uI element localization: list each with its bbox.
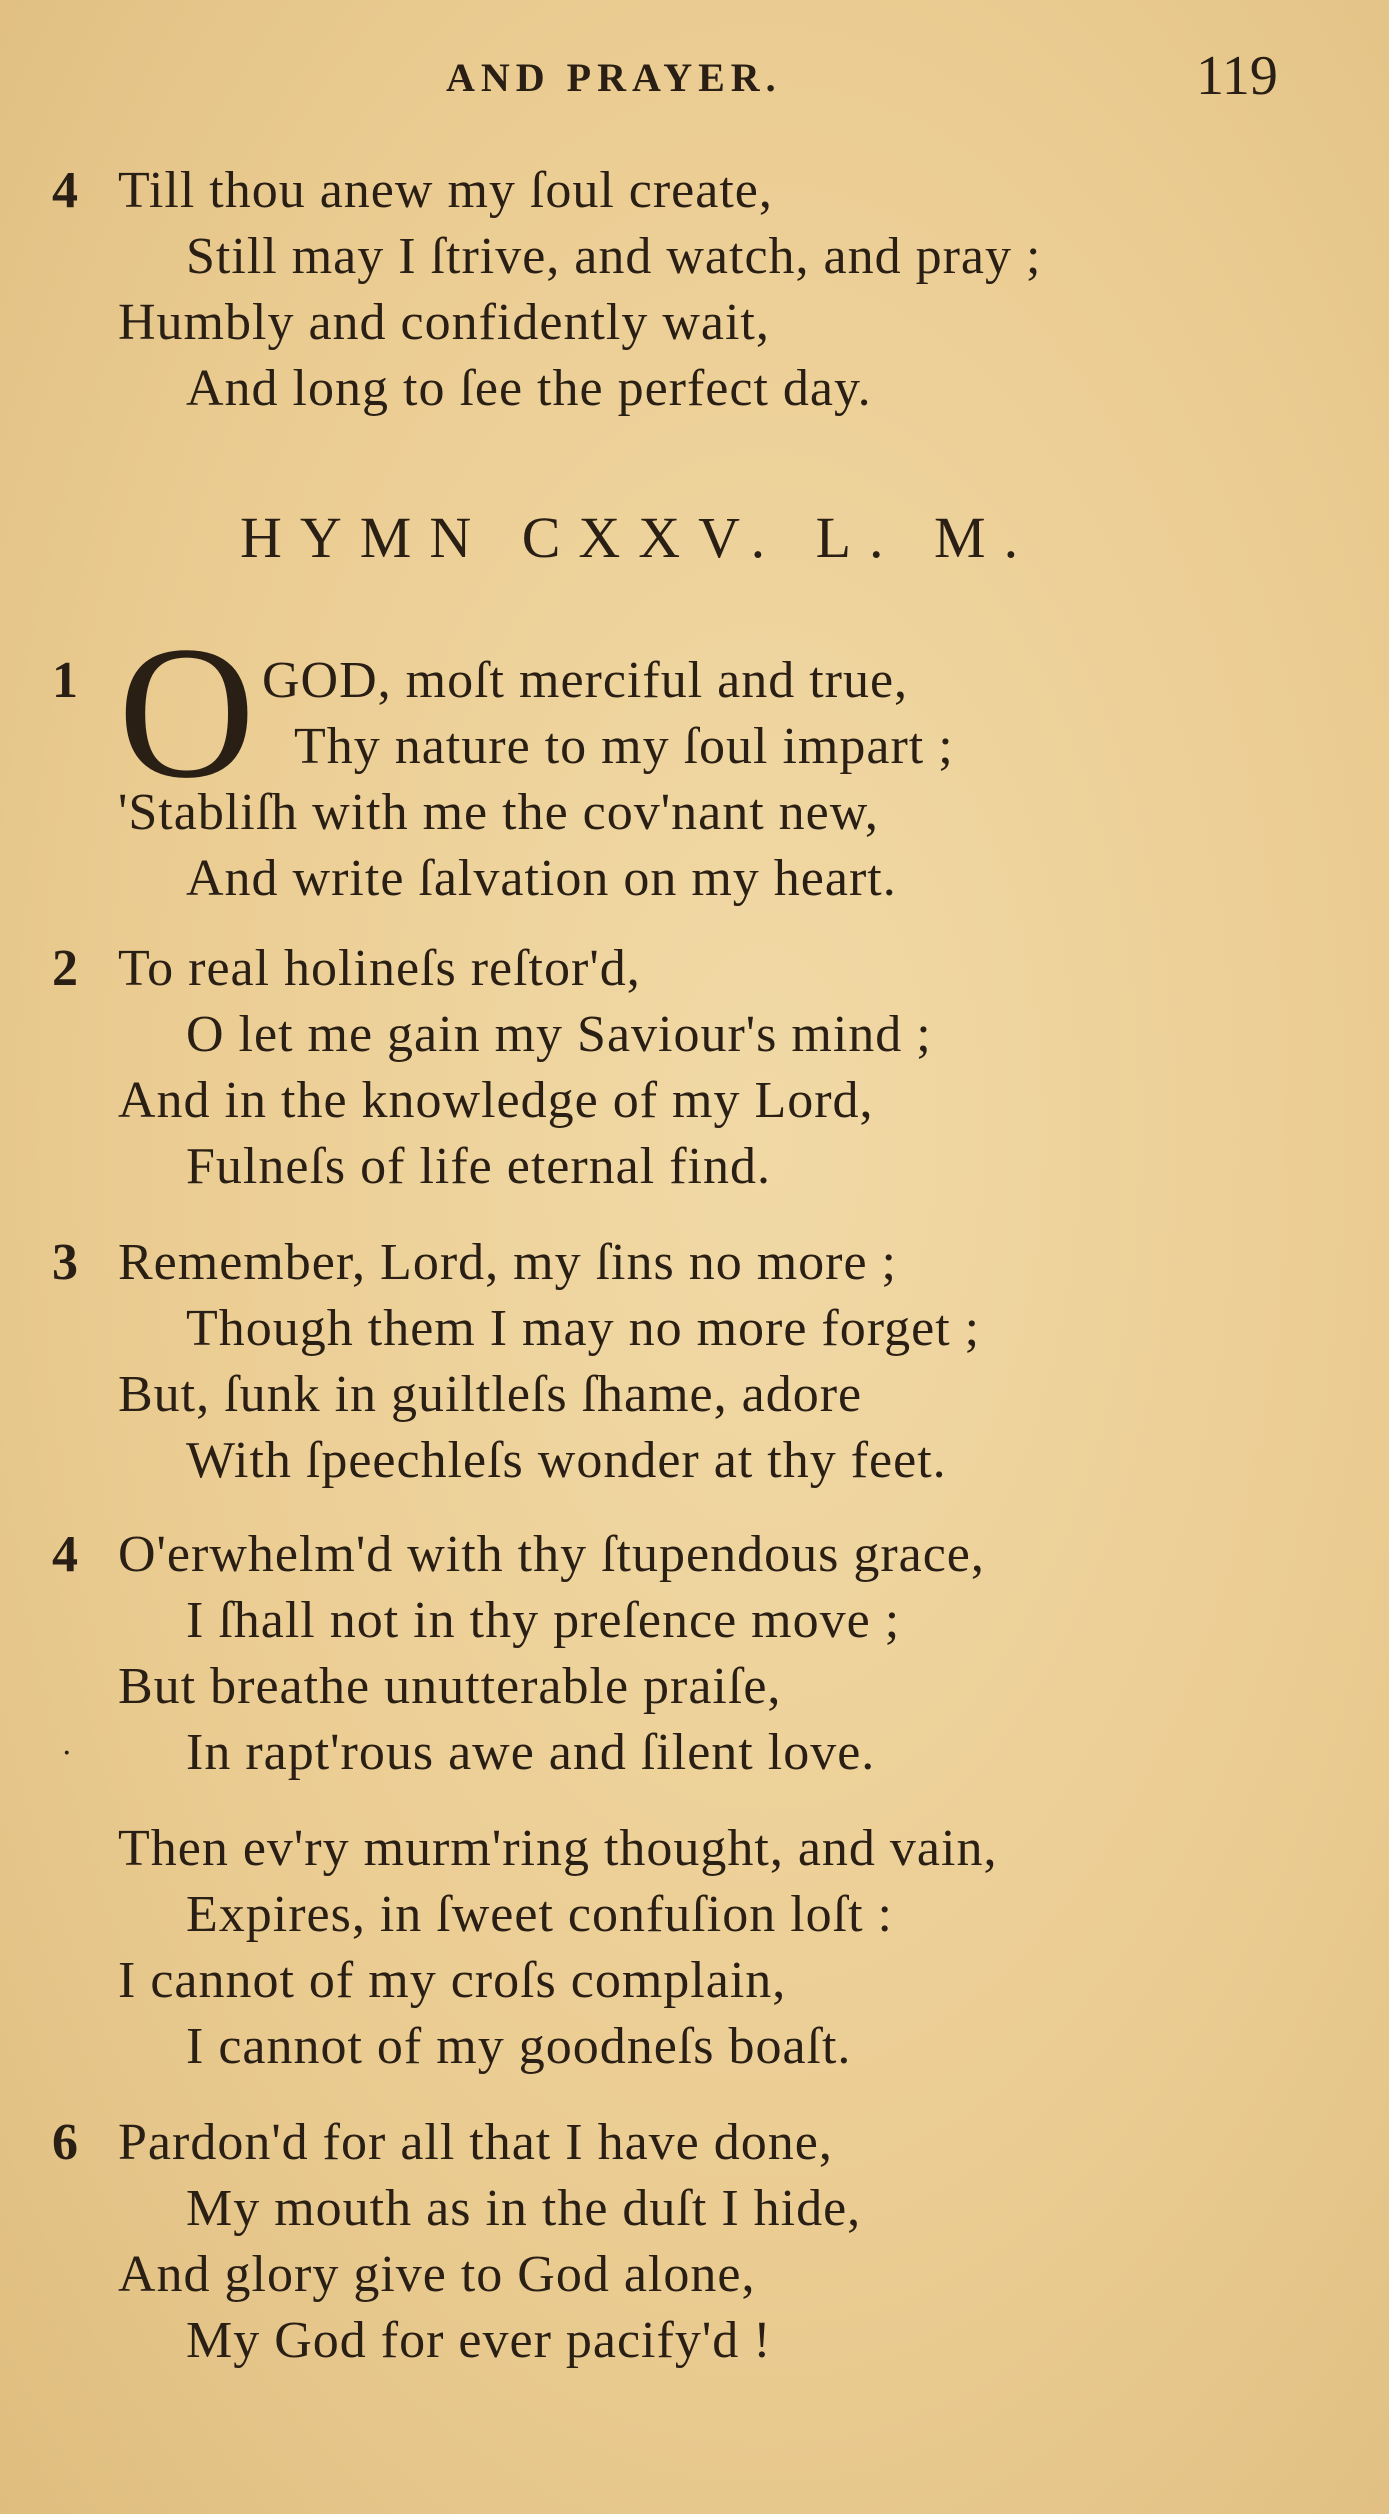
verse-line: Thy nature to my ſoul impart ; [294,718,954,775]
verse-line: I cannot of my goodneſs boaſt. [186,2018,852,2075]
verse-line: I ſhall not in thy preſence move ; [186,1592,901,1649]
verse-line: And in the knowledge of my Lord, [118,1072,874,1129]
verse-line: But breathe unutterable praiſe, [118,1658,782,1715]
verse-line: Till thou anew my ſoul create, [118,162,773,219]
running-title: AND PRAYER. [446,55,782,100]
verse-line: O let me gain my Saviour's mind ; [186,1006,932,1063]
stanza-number: 4 [52,162,78,219]
verse-line: Fulneſs of life eternal find. [186,1138,771,1195]
verse-line: In rapt'rous awe and ſilent love. [186,1724,876,1781]
verse-line: GOD, moſt merciful and true, [262,652,909,709]
page-number: 119 [1196,45,1278,107]
verse-line: My God for ever pacify'd ! [186,2312,772,2369]
verse-line: My mouth as in the duſt I hide, [186,2180,862,2237]
verse-line: But, ſunk in guiltleſs ſhame, adore [118,1366,863,1423]
verse-line: With ſpeechleſs wonder at thy feet. [186,1432,947,1489]
drop-cap: O [118,608,256,818]
verse-line: To real holineſs reſtor'd, [118,940,641,997]
verse-line: Then ev'ry murm'ring thought, and vain, [118,1820,998,1877]
verse-line: Remember, Lord, my ſins no more ; [118,1234,898,1291]
verse-line: Expires, in ſweet confuſion loſt : [186,1886,893,1943]
verse-line: 'Stabliſh with me the cov'nant new, [118,784,879,841]
verse-line: Humbly and confidently wait, [118,294,770,351]
verse-line: O'erwhelm'd with thy ſtupendous grace, [118,1526,985,1583]
stanza-number: 1 [52,652,78,709]
verse-line: Still may I ſtrive, and watch, and pray ; [186,228,1042,285]
verse-line: I cannot of my croſs complain, [118,1952,787,2009]
verse-line: And long to ſee the perfect day. [186,360,872,417]
verse-line: Pardon'd for all that I have done, [118,2114,833,2171]
stanza-number: 2 [52,940,78,997]
verse-line: And glory give to God alone, [118,2246,756,2303]
running-head [0,38,1389,118]
stanza-number: 3 [52,1234,78,1291]
verse-line: And write ſalvation on my heart. [186,850,897,907]
hymn-heading: HYMN CXXV. L. M. [240,505,1037,570]
margin-dot: · [62,1736,72,1771]
verse-line: Though them I may no more forget ; [186,1300,981,1357]
stanza-number: 4 [52,1526,78,1583]
stanza-number: 6 [52,2114,78,2171]
